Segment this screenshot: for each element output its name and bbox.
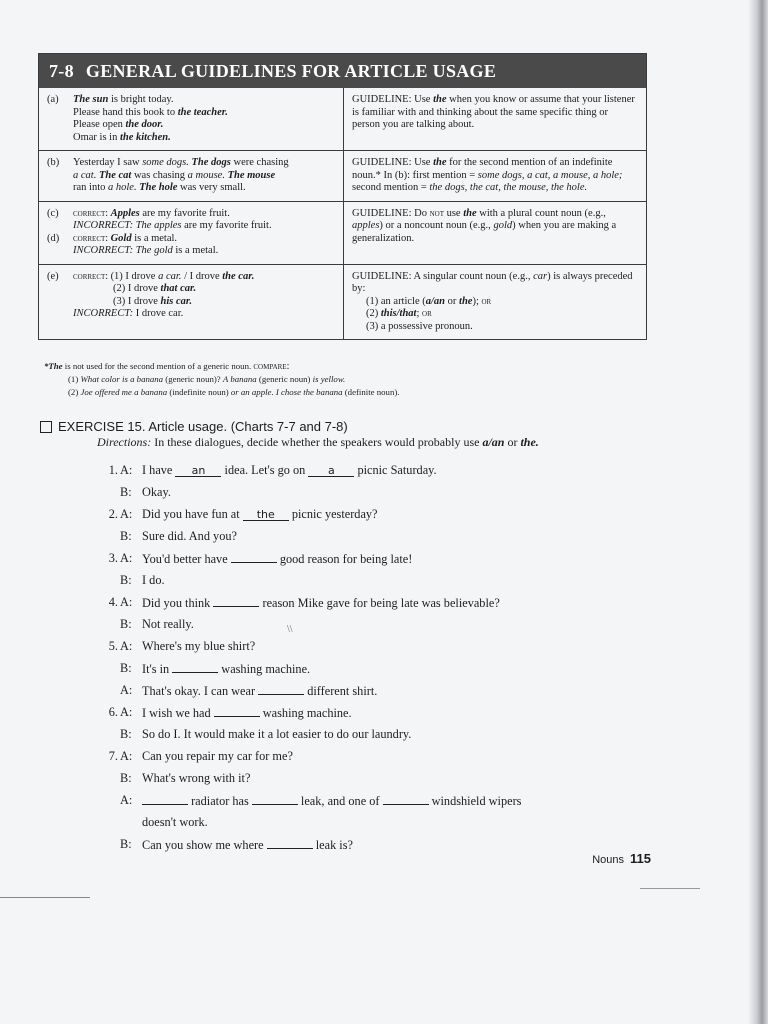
text-run: are my favorite fruit. <box>139 207 230 219</box>
section-name: Nouns <box>592 854 625 866</box>
text-run: The dogs <box>191 157 231 168</box>
example-line <box>47 94 337 107</box>
chart-title: GENERAL GUIDELINES FOR ARTICLE USAGE <box>85 60 497 81</box>
text-run: (3) I drove <box>113 295 161 307</box>
text-run: So do I. It would make it a lot easier to do our laundry. <box>142 727 412 741</box>
dialogue-text <box>142 837 353 853</box>
answer-blank[interactable]: an <box>175 465 221 477</box>
example-label <box>47 182 73 195</box>
text-run: The mouse <box>227 169 276 181</box>
text-run: or <box>481 295 492 307</box>
text-run: (1) an article ( <box>366 295 426 307</box>
speaker-label: A: <box>120 705 133 719</box>
dialogue-text <box>142 463 437 478</box>
text-run: the <box>433 94 447 105</box>
text-run: or <box>445 295 460 307</box>
text-run: apples <box>352 220 380 231</box>
text-run: ); <box>472 295 482 307</box>
examples-cell <box>39 88 344 150</box>
example-text <box>73 119 337 132</box>
example-label: (a) <box>47 94 59 105</box>
text-run: You'd better have <box>142 552 231 566</box>
dialogue-text <box>142 551 412 567</box>
footnote-line <box>44 386 644 399</box>
dialogue-text <box>142 705 352 721</box>
example-line <box>47 107 337 120</box>
text-run: INCORRECT: The apples <box>73 220 182 231</box>
text-run: ) is always preceded by: <box>352 270 633 294</box>
page-number: 115 <box>630 851 651 866</box>
example-line <box>47 233 337 246</box>
text-run: the dogs, the cat, the mouse, the hole. <box>429 182 588 193</box>
text-run: GUIDELINE: Do <box>352 207 430 219</box>
example-label: (e) <box>47 270 59 282</box>
speaker-label: A: <box>120 639 133 653</box>
text-run: Where's my blue shirt? <box>142 639 256 653</box>
text-run: was chasing <box>131 169 188 181</box>
text-run: gold <box>493 220 513 231</box>
example-text <box>73 157 337 170</box>
text-run: ; <box>416 308 423 319</box>
chart-number: 7-8 <box>49 60 74 81</box>
text-run: (1) I drove <box>110 270 159 282</box>
example-label <box>47 220 73 233</box>
example-line <box>47 271 337 284</box>
answer-blank[interactable] <box>142 793 188 805</box>
footnote-line <box>44 373 644 386</box>
text-run: second mention = <box>352 182 430 193</box>
answer-blank[interactable] <box>213 595 259 607</box>
example-line <box>47 296 337 309</box>
answer-blank[interactable]: a <box>308 465 354 477</box>
dialogue-text <box>142 661 310 677</box>
question-number: 5. <box>108 639 118 653</box>
text-run: Please hand this book to <box>73 106 178 118</box>
text-run: some dogs. <box>142 157 189 168</box>
example-line <box>47 208 337 221</box>
guideline-cell <box>344 265 646 340</box>
example-text <box>73 170 337 183</box>
speaker-label: B: <box>120 485 132 499</box>
example-line <box>47 220 337 233</box>
divider <box>640 888 700 889</box>
footnote-line <box>44 360 644 373</box>
example-label: (c) <box>47 207 59 219</box>
text-run: That's okay. I can wear <box>142 684 259 698</box>
text-run: ) when you are making a generalization. <box>352 220 617 244</box>
text-run: Gold <box>110 232 132 244</box>
answer-blank[interactable] <box>258 683 304 695</box>
text-run: The cat <box>98 169 132 181</box>
text-run: ) or a noncount noun (e.g., <box>379 220 494 231</box>
example-text <box>73 308 337 321</box>
text-run: is yellow. <box>312 374 346 384</box>
example-line <box>47 308 337 321</box>
text-run: are my favorite fruit. <box>181 220 272 231</box>
text-run: GUIDELINE: Use <box>352 94 434 105</box>
text-run: a mouse. <box>187 169 225 181</box>
guideline-cell <box>344 88 646 150</box>
text-run: windshield wipers <box>428 794 522 808</box>
example-line <box>47 245 337 258</box>
answer-blank[interactable] <box>252 793 298 805</box>
chart-row <box>39 150 646 201</box>
question-number: 1. <box>108 463 118 477</box>
text-run: is bright today. <box>108 94 174 105</box>
chart-row <box>39 264 646 340</box>
text-run: when you know or assume that your listener is familiar with and thinking about the same specific thing or person you are talking about. <box>352 94 635 130</box>
text-run: a hole. <box>108 182 137 193</box>
exercise-title: EXERCISE 15. Article usage. (Charts 7-7 and 7-8) <box>58 419 348 434</box>
text-run: Yesterday I saw <box>73 157 143 168</box>
guideline-line <box>352 321 638 334</box>
text-run: It's in <box>142 662 173 676</box>
guideline-cell <box>344 202 646 264</box>
text-run: were chasing <box>230 157 289 168</box>
text-run: correct: <box>73 232 111 244</box>
text-run: picnic Saturday. <box>354 463 437 477</box>
text-run: I wish we had <box>142 706 214 720</box>
example-line <box>47 283 337 296</box>
text-run: doesn't work. <box>142 815 208 829</box>
text-run: Sure did. And you? <box>142 529 237 543</box>
guideline-cell <box>344 151 646 201</box>
text-run: INCORRECT: <box>73 308 134 319</box>
text-run: radiator has <box>188 794 252 808</box>
text-run: correct: <box>73 270 111 282</box>
examples-cell <box>39 202 344 264</box>
text-run: reason Mike gave for being late was believable? <box>259 596 500 610</box>
guideline-line <box>352 271 638 296</box>
example-text <box>73 233 337 246</box>
example-label <box>47 170 73 183</box>
text-run: Can you repair my car for me? <box>142 749 293 763</box>
dialogue-text <box>142 749 293 764</box>
text-run: the door. <box>125 119 164 130</box>
text-run: (definite noun). <box>342 387 400 397</box>
chart-7-8 <box>38 53 647 340</box>
text-run: Did you think <box>142 596 214 610</box>
example-line <box>47 182 337 195</box>
dialogue-text <box>142 595 500 611</box>
example-label <box>47 107 73 120</box>
example-label <box>47 132 73 145</box>
example-text <box>73 220 337 233</box>
example-line <box>47 157 337 170</box>
examples-cell <box>39 265 344 340</box>
example-text <box>73 283 337 296</box>
speaker-label: B: <box>120 771 132 785</box>
text-run: Directions: <box>97 435 152 449</box>
example-label <box>47 296 73 309</box>
text-run: The hole <box>139 182 178 193</box>
exercise-directions <box>97 435 539 450</box>
speaker-label: B: <box>120 727 132 741</box>
text-run: (generic noun) <box>256 374 313 384</box>
text-run: (3) a possessive pronoun. <box>366 320 473 332</box>
example-line <box>47 170 337 183</box>
text-run: that car. <box>160 283 197 294</box>
text-run: use <box>443 207 464 219</box>
page-footer <box>592 851 651 866</box>
chart-title-bar <box>39 54 646 88</box>
text-run: ran into <box>73 182 108 193</box>
chart-rows <box>39 88 646 339</box>
text-run: not <box>429 207 444 219</box>
example-label <box>47 119 73 132</box>
example-line <box>47 132 337 145</box>
speaker-label: B: <box>120 661 132 675</box>
answer-blank[interactable] <box>214 705 260 717</box>
text-run: In these dialogues, decide whether the speakers would probably use <box>151 435 483 449</box>
question-number: 6. <box>108 705 118 719</box>
text-run: correct: <box>73 207 111 219</box>
text-run: (2) <box>366 308 381 319</box>
exercise-heading <box>40 419 348 434</box>
speaker-label: A: <box>120 793 133 807</box>
text-run: leak, and one of <box>297 794 383 808</box>
text-run: good reason for being late! <box>276 552 413 566</box>
dialogue-text <box>142 815 208 830</box>
answer-blank[interactable] <box>383 793 429 805</box>
dialogue-text <box>142 529 237 544</box>
text-run: (generic noun)? <box>163 374 223 384</box>
example-label: (d) <box>47 232 60 244</box>
dialogue-text <box>142 485 171 500</box>
text-run: I do. <box>142 573 165 587</box>
page-edge-shadow <box>748 0 768 1024</box>
text-run: GUIDELINE: Use <box>352 157 434 168</box>
text-run: GUIDELINE: A singular count noun (e.g., <box>352 270 534 282</box>
speaker-label: A: <box>120 507 133 521</box>
text-run: his car. <box>160 295 193 307</box>
question-number: 3. <box>108 551 118 565</box>
text-run: compare: <box>253 361 290 372</box>
text-run: *The <box>44 361 63 371</box>
dialogue-text <box>142 507 378 522</box>
text-run: washing machine. <box>259 706 352 720</box>
question-number: 4. <box>108 595 118 609</box>
text-run: is a metal. <box>172 245 219 256</box>
example-text <box>73 271 337 284</box>
guideline-line <box>352 296 638 309</box>
text-run: Did you have fun at <box>142 507 243 521</box>
text-run: What color is a banana <box>80 374 164 384</box>
text-run: with a plural count noun (e.g., <box>476 207 606 219</box>
text-run: I drove car. <box>133 308 184 319</box>
guideline-line <box>352 308 638 321</box>
text-run: the. <box>520 435 539 449</box>
example-text <box>73 208 337 221</box>
example-label <box>47 283 73 296</box>
text-run: a cat. <box>73 169 99 181</box>
text-run: the <box>433 157 447 168</box>
text-run: (indefinite noun) <box>167 387 231 397</box>
example-text <box>73 245 337 258</box>
text-run: the kitchen. <box>119 131 171 143</box>
text-run: was very small. <box>177 182 246 193</box>
speaker-label: B: <box>120 529 132 543</box>
text-run: a car. <box>158 270 182 282</box>
speaker-label: B: <box>120 573 132 587</box>
example-label: (b) <box>47 157 60 168</box>
dialogue-text <box>142 727 411 742</box>
text-run: this/that <box>380 308 417 319</box>
text-run: I have <box>142 463 176 477</box>
footnote <box>44 360 644 399</box>
dialogue-text <box>142 683 377 699</box>
text-run: (2) <box>68 387 81 397</box>
text-run: (2) I drove <box>113 283 161 294</box>
example-line <box>47 119 337 132</box>
text-run: Can you show me where <box>142 838 267 852</box>
example-text <box>73 107 337 120</box>
example-label <box>47 308 73 321</box>
answer-blank[interactable] <box>267 837 313 849</box>
text-run: for the second mention of an indefinite noun.* In (b): first mention = <box>352 157 613 181</box>
example-label <box>47 245 73 258</box>
dialogue-text <box>142 793 521 809</box>
speaker-label: A: <box>120 683 133 697</box>
text-run: A banana <box>222 374 257 384</box>
text-run: some dogs, a cat, a mouse, a hole; <box>477 169 623 181</box>
text-run: washing machine. <box>218 662 311 676</box>
answer-blank[interactable] <box>231 551 277 563</box>
example-text <box>73 94 337 107</box>
text-run: Joe offered me a banana <box>80 387 168 397</box>
text-run: leak is? <box>312 838 353 852</box>
text-run: Okay. <box>142 485 171 499</box>
answer-blank[interactable]: the <box>243 509 289 521</box>
text-run: / I drove <box>181 270 223 282</box>
text-run: Apples <box>110 207 140 219</box>
speaker-label: A: <box>120 749 133 763</box>
examples-cell <box>39 151 344 201</box>
text-run: is a metal. <box>131 232 178 244</box>
checkbox-icon[interactable] <box>40 421 52 433</box>
text-run: Not really. <box>142 617 194 631</box>
chart-row <box>39 201 646 264</box>
text-run: idea. Let's go on <box>221 463 309 477</box>
speaker-label: A: <box>120 595 133 609</box>
pencil-mark: \\ <box>287 624 293 635</box>
example-text <box>73 182 337 195</box>
text-run: a/an <box>425 295 446 307</box>
divider <box>0 897 90 898</box>
dialogue-text <box>142 573 165 588</box>
text-run: picnic yesterday? <box>288 507 378 521</box>
question-number: 2. <box>108 507 118 521</box>
speaker-label: A: <box>120 463 133 477</box>
text-run: is not used for the second mention of a generic noun. <box>62 361 254 371</box>
text-run: a/an <box>482 435 505 449</box>
speaker-label: B: <box>120 617 132 631</box>
dialogue-text <box>142 771 250 786</box>
text-run: Please open <box>73 119 126 130</box>
speaker-label: A: <box>120 551 133 565</box>
text-run: car <box>533 270 548 282</box>
text-run: (1) <box>68 374 81 384</box>
answer-blank[interactable] <box>172 661 218 673</box>
question-number: 7. <box>108 749 118 763</box>
text-run: What's wrong with it? <box>142 771 251 785</box>
speaker-label: B: <box>120 837 132 851</box>
text-run: the teacher. <box>177 106 228 118</box>
text-run: or <box>422 308 432 319</box>
chart-row <box>39 88 646 150</box>
text-run: The sun <box>73 94 109 105</box>
text-run: the car. <box>222 270 255 282</box>
text-run: the <box>459 295 473 307</box>
example-text <box>73 132 337 145</box>
text-run: or an apple. I chose the banana <box>230 387 343 397</box>
dialogue-text <box>142 639 255 654</box>
text-run: or <box>504 435 521 449</box>
text-run: different shirt. <box>304 684 378 698</box>
example-text <box>73 296 337 309</box>
text-run: INCORRECT: The gold <box>73 245 173 256</box>
text-run: the <box>463 207 477 219</box>
text-run: Omar is in <box>73 131 120 143</box>
dialogue-text <box>142 617 194 632</box>
